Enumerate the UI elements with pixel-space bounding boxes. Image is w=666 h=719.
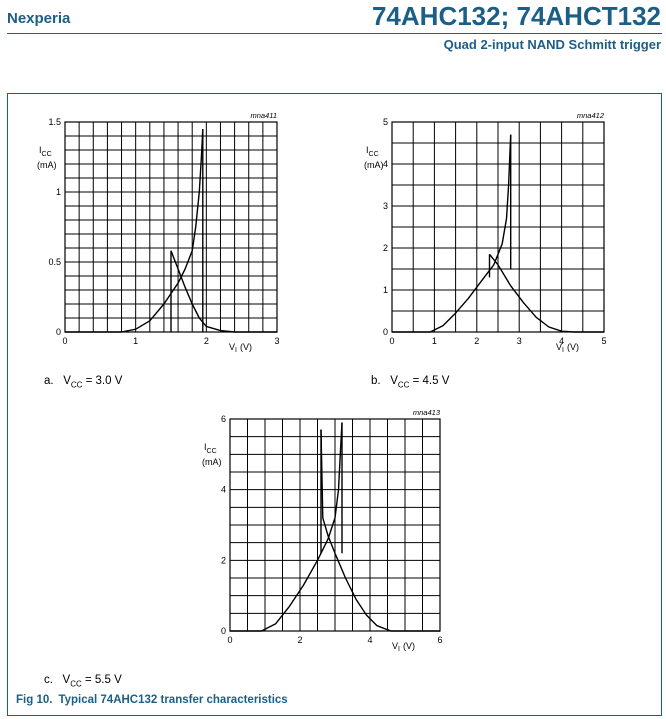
y-axis-label	[204, 442, 217, 455]
x-axis-label-main: V	[229, 342, 236, 352]
y-tick-label: 1	[55, 187, 61, 197]
caption-sub: CC	[397, 380, 410, 390]
caption-letter: c.	[44, 674, 53, 686]
y-tick-label: 2	[220, 555, 226, 566]
x-tick-label: 3	[274, 336, 280, 346]
x-axis-label-sub: I	[235, 347, 237, 354]
x-axis-label-main: V	[556, 342, 563, 352]
x-tick-label: 2	[474, 336, 480, 346]
caption-letter: b.	[371, 375, 381, 387]
x-tick-label: 1	[431, 336, 437, 346]
plot-grid	[392, 122, 604, 332]
figure-title: Typical 74AHC132 transfer characteristics	[58, 694, 288, 706]
y-tick-label: 0.5	[48, 257, 61, 267]
caption-vcc-4v5	[371, 375, 449, 389]
icc-curve-segment-1	[65, 129, 203, 332]
brand-name: Nexperia	[7, 10, 71, 27]
x-tick-label: 0	[62, 336, 68, 346]
x-axis-label-main: V	[392, 641, 399, 651]
y-axis-label-main: I	[366, 145, 369, 155]
caption-param: V	[390, 375, 398, 387]
y-axis-unit: (mA)	[37, 160, 57, 170]
x-tick-label: 6	[437, 635, 443, 645]
y-tick-label: 0	[55, 327, 61, 337]
y-axis-label-sub: CC	[41, 151, 52, 158]
x-axis-label	[556, 342, 579, 354]
caption-sub: CC	[70, 380, 83, 390]
x-tick-label: 5	[601, 336, 607, 346]
y-axis-label-sub: CC	[206, 448, 217, 455]
x-axis-label-sub: I	[562, 347, 564, 354]
x-tick-label: 2	[203, 336, 209, 346]
x-tick-label: 1	[133, 336, 139, 346]
caption-value: = 5.5 V	[84, 674, 122, 686]
y-tick-label: 0	[382, 327, 388, 337]
x-tick-label: 0	[389, 336, 395, 346]
y-axis-unit: (mA)	[202, 457, 222, 467]
y-axis-label-main: I	[204, 442, 207, 452]
x-tick-label: 4	[367, 635, 373, 645]
x-axis-label-unit: (V)	[566, 342, 579, 352]
y-tick-label: 3	[382, 201, 388, 211]
figure-number: Fig 10.	[16, 694, 53, 706]
header-divider	[7, 33, 662, 34]
y-tick-label: 0	[220, 626, 226, 636]
x-tick-label: 0	[227, 635, 233, 645]
x-axis-label-unit: (V)	[239, 342, 252, 352]
x-axis-label-unit: (V)	[402, 641, 415, 651]
figure-caption	[16, 694, 294, 706]
y-axis-label	[39, 145, 52, 158]
document-subtitle: Quad 2-input NAND Schmitt trigger	[443, 37, 661, 52]
x-tick-label: 2	[297, 635, 303, 645]
figure-code: mna411	[250, 111, 277, 120]
y-tick-label: 4	[220, 484, 226, 495]
y-axis-unit: (mA)	[364, 160, 384, 170]
y-axis-label-sub: CC	[368, 151, 379, 158]
x-axis-label	[392, 641, 415, 653]
y-tick-label: 1	[382, 285, 388, 295]
caption-sub: CC	[70, 679, 82, 689]
plot-grid	[230, 419, 440, 631]
caption-value: = 3.0 V	[85, 375, 123, 387]
chart-vcc-3v	[30, 105, 290, 355]
caption-param: V	[63, 375, 71, 387]
x-axis-label-sub: I	[398, 646, 400, 653]
caption-param: V	[62, 674, 71, 686]
figure-code: mna413	[412, 408, 440, 417]
icc-curve-segment-4	[490, 254, 605, 332]
y-tick-label: 2	[382, 243, 388, 253]
document-title: 74AHC132; 74AHCT132	[371, 1, 661, 31]
y-tick-label: 6	[220, 414, 226, 424]
y-tick-label: 1.5	[48, 117, 61, 127]
x-tick-label: 3	[516, 336, 522, 346]
caption-vcc-5v5	[44, 674, 122, 688]
chart-vcc-5v5	[195, 405, 455, 655]
chart-vcc-4v5	[355, 105, 620, 355]
x-axis-label	[229, 342, 252, 354]
caption-letter: a.	[44, 375, 54, 387]
y-tick-label: 5	[382, 117, 388, 127]
x-tick-label: 4	[559, 336, 565, 346]
caption-vcc-3v	[44, 375, 122, 389]
figure-code: mna412	[576, 111, 604, 120]
caption-value: = 4.5 V	[412, 375, 450, 387]
y-axis-label	[366, 145, 379, 158]
y-tick-label: 4	[382, 159, 388, 169]
y-axis-label-main: I	[39, 145, 42, 155]
